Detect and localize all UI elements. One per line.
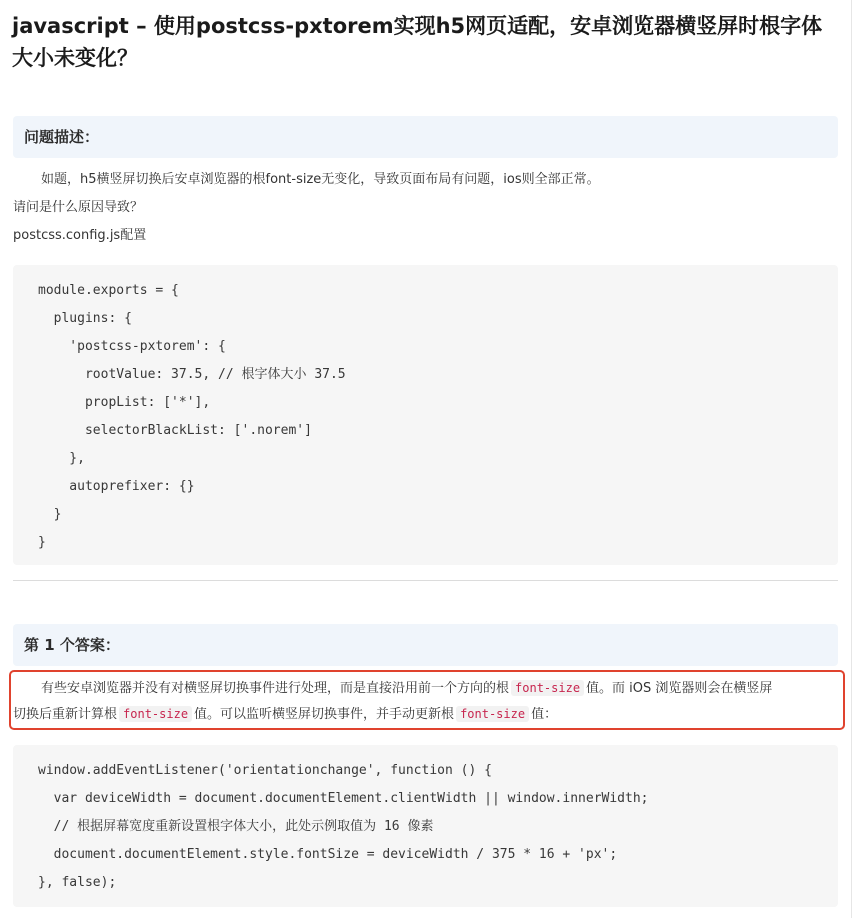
answer-text-segment: 值。而 iOS 浏览器则会在横竖屏: [586, 681, 773, 696]
code-line: }: [38, 507, 62, 522]
code-line: }: [38, 535, 46, 550]
section-divider: [13, 580, 838, 581]
question-paragraph-1: 如题，h5横竖屏切换后安卓浏览器的根font-size无变化，导致页面布局有问题，ios则全部正常。: [41, 172, 600, 187]
code-line: rootValue: 37.5, // 根字体大小 37.5: [38, 367, 346, 382]
code-line: propList: ['*'],: [38, 395, 211, 410]
code-line: },: [38, 451, 85, 466]
code-line: selectorBlackList: ['.norem']: [38, 423, 312, 438]
answer-line-1: [13, 675, 841, 701]
answer-line-2: [13, 701, 841, 727]
code-line: var deviceWidth = document.documentElement.clientWidth || window.innerWidth;: [38, 791, 649, 806]
inline-code: font-size: [456, 706, 529, 722]
code-line: // 根据屏幕宽度重新设置根字体大小，此处示例取值为 16 像素: [38, 819, 434, 834]
answer-text-segment: 值：: [531, 707, 558, 722]
code-line: document.documentElement.style.fontSize = deviceWidth / 375 * 16 + 'px';: [38, 847, 618, 862]
question-title: javascript – 使用postcss-pxtorem实现h5网页适配，安卓浏览器横竖屏时根字体大小未变化？: [12, 14, 823, 70]
answer-code-block[interactable]: [13, 745, 838, 907]
code-line: window.addEventListener('orientationchange', function () {: [38, 763, 492, 778]
question-code-block[interactable]: [13, 265, 838, 565]
page-right-border: [851, 0, 852, 918]
answer-paragraph: [13, 675, 841, 727]
answer-section-heading: 第 1 个答案：: [13, 624, 838, 666]
code-line: }, false);: [38, 875, 117, 890]
code-line: 'postcss-pxtorem': {: [38, 339, 226, 354]
question-paragraph-3: postcss.config.js配置: [13, 228, 147, 243]
inline-code: font-size: [119, 706, 192, 722]
question-section-heading: 问题描述：: [13, 116, 838, 158]
answer-text-segment: 有些安卓浏览器并没有对横竖屏切换事件进行处理，而是直接沿用前一个方向的根: [41, 681, 510, 696]
code-line: module.exports = {: [38, 283, 179, 298]
code-line: plugins: {: [38, 311, 132, 326]
inline-code: font-size: [511, 680, 584, 696]
code-line: autoprefixer: {}: [38, 479, 195, 494]
answer-text-segment: 值。可以监听横竖屏切换事件，并手动更新根: [194, 707, 455, 722]
question-paragraph-2: 请问是什么原因导致？: [13, 200, 144, 215]
answer-text-segment: 切换后重新计算根: [13, 707, 118, 722]
